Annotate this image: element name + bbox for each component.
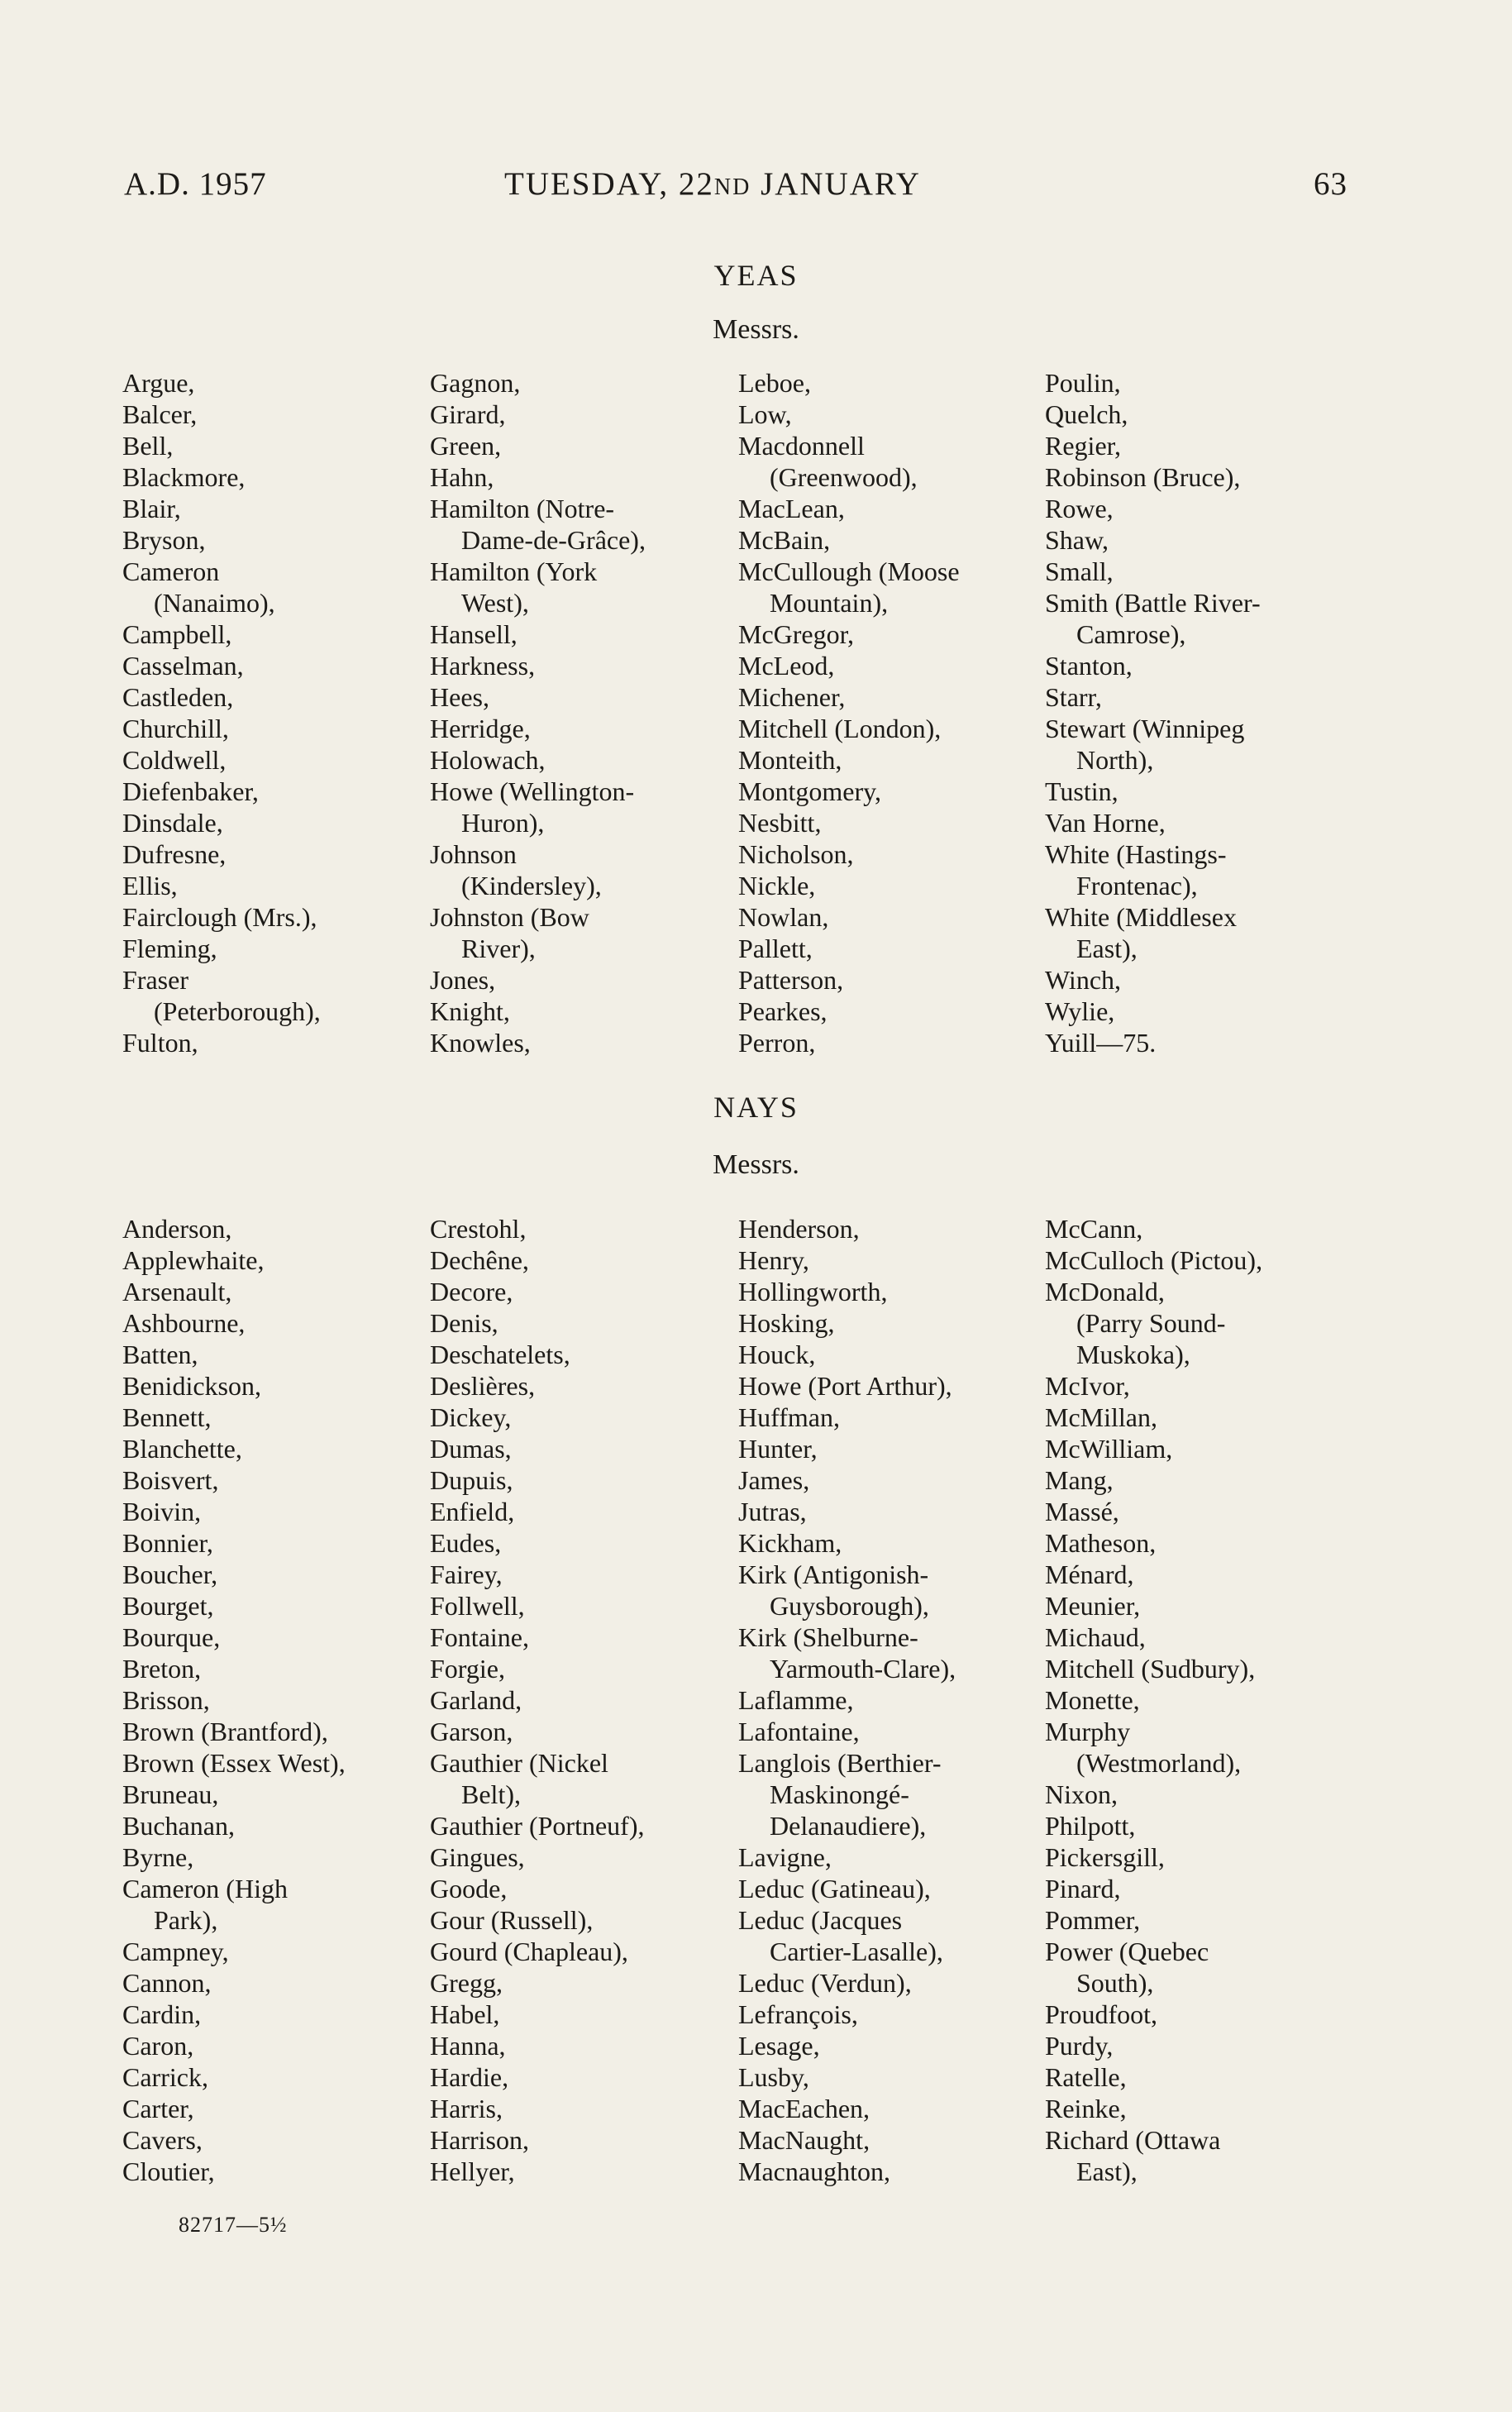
- member-name: Cameron: [122, 556, 220, 586]
- member-name: Hahn,: [430, 462, 494, 492]
- member-name: Dechêne,: [430, 1245, 529, 1275]
- member-name: Hollingworth,: [738, 1277, 888, 1306]
- member-name: Nowlan,: [738, 902, 829, 932]
- name-continuation: Camrose),: [1076, 619, 1186, 649]
- member-name: Dinsdale,: [122, 808, 223, 838]
- member-name: Huffman,: [738, 1402, 840, 1432]
- member-name: White (Middlesex: [1045, 902, 1237, 932]
- member-name: Laflamme,: [738, 1685, 854, 1715]
- date-title-suffix: JANUARY: [751, 166, 921, 202]
- member-name: Pickersgill,: [1045, 1842, 1165, 1872]
- member-name: Henderson,: [738, 1214, 860, 1244]
- member-name: Cardin,: [122, 1999, 202, 2029]
- member-name: Winch,: [1045, 965, 1122, 995]
- member-name: Bell,: [122, 431, 174, 461]
- name-continuation: Huron),: [461, 808, 545, 838]
- member-name: Proudfoot,: [1045, 1999, 1157, 2029]
- member-name: Bourget,: [122, 1591, 214, 1621]
- member-name: Murphy: [1045, 1717, 1131, 1746]
- member-name: Fairey,: [430, 1559, 503, 1589]
- member-name: Fontaine,: [430, 1622, 529, 1652]
- member-name: Carter,: [122, 2094, 194, 2123]
- member-name: Boivin,: [122, 1497, 202, 1526]
- member-name: Caron,: [122, 2031, 194, 2061]
- name-continuation: Delanaudiere),: [770, 1811, 927, 1841]
- member-name: Mitchell (London),: [738, 714, 942, 743]
- member-name: Knowles,: [430, 1028, 531, 1058]
- member-name: Nesbitt,: [738, 808, 822, 838]
- date-title-ordinal: ND: [713, 174, 751, 200]
- member-name: Bryson,: [122, 525, 206, 555]
- page-header: [124, 165, 1347, 215]
- member-name: Lavigne,: [738, 1842, 832, 1872]
- member-name: Macnaughton,: [738, 2156, 890, 2186]
- member-name: Benidickson,: [122, 1371, 261, 1401]
- name-continuation: (Peterborough),: [154, 996, 321, 1026]
- member-name: Boisvert,: [122, 1465, 219, 1495]
- member-name: Starr,: [1045, 682, 1102, 712]
- member-name: Cannon,: [122, 1968, 212, 1998]
- member-name: Hardie,: [430, 2062, 509, 2092]
- member-name: Kirk (Antigonish-: [738, 1559, 929, 1589]
- yeas-column-3: [738, 367, 1046, 1058]
- member-name: Massé,: [1045, 1497, 1119, 1526]
- member-name: Leduc (Gatineau),: [738, 1874, 931, 1903]
- member-name: Enfield,: [430, 1497, 515, 1526]
- member-name: Gingues,: [430, 1842, 525, 1872]
- member-name: Reinke,: [1045, 2094, 1127, 2123]
- member-name: Pommer,: [1045, 1905, 1141, 1935]
- member-name: McDonald,: [1045, 1277, 1165, 1306]
- member-name: Lusby,: [738, 2062, 809, 2092]
- member-name: Pearkes,: [738, 996, 828, 1026]
- member-name: Lesage,: [738, 2031, 820, 2061]
- member-name: Deschatelets,: [430, 1340, 570, 1369]
- member-name: Campney,: [122, 1937, 229, 1966]
- member-name: Dumas,: [430, 1434, 512, 1464]
- member-name: Matheson,: [1045, 1528, 1157, 1558]
- member-name: Brisson,: [122, 1685, 210, 1715]
- member-name: Churchill,: [122, 714, 229, 743]
- member-name: Ratelle,: [1045, 2062, 1127, 2092]
- member-name: Shaw,: [1045, 525, 1109, 555]
- member-name: Green,: [430, 431, 502, 461]
- member-name: Campbell,: [122, 619, 232, 649]
- name-continuation: (Parry Sound-: [1076, 1308, 1226, 1338]
- member-name: Breton,: [122, 1654, 202, 1684]
- member-name: Perron,: [738, 1028, 816, 1058]
- member-name: Blanchette,: [122, 1434, 242, 1464]
- member-name: Monette,: [1045, 1685, 1140, 1715]
- member-name: Kickham,: [738, 1528, 842, 1558]
- member-name: Arsenault,: [122, 1277, 232, 1306]
- member-name: Yuill—75.: [1045, 1028, 1157, 1058]
- member-name: Tustin,: [1045, 776, 1118, 806]
- member-name: Bourque,: [122, 1622, 221, 1652]
- member-name: Diefenbaker,: [122, 776, 259, 806]
- yeas-column-2: [430, 367, 737, 1058]
- member-name: Kirk (Shelburne-: [738, 1622, 918, 1652]
- member-name: McLeod,: [738, 651, 835, 681]
- member-name: Monteith,: [738, 745, 842, 775]
- member-name: Jutras,: [738, 1497, 807, 1526]
- name-continuation: (Kindersley),: [461, 871, 602, 900]
- member-name: Fleming,: [122, 934, 217, 963]
- yeas-column-1: [122, 367, 430, 1058]
- member-name: Meunier,: [1045, 1591, 1141, 1621]
- member-name: Dupuis,: [430, 1465, 513, 1495]
- member-name: Langlois (Berthier-: [738, 1748, 942, 1778]
- member-name: Carrick,: [122, 2062, 208, 2092]
- member-name: Anderson,: [122, 1214, 232, 1244]
- member-name: Deslières,: [430, 1371, 536, 1401]
- nays-column-1: [122, 1213, 430, 2187]
- member-name: Leboe,: [738, 368, 811, 398]
- member-name: Bennett,: [122, 1402, 212, 1432]
- member-name: Low,: [738, 399, 792, 429]
- name-continuation: (Nanaimo),: [154, 588, 275, 618]
- name-continuation: Maskinongé-: [770, 1779, 909, 1809]
- member-name: Gourd (Chapleau),: [430, 1937, 628, 1966]
- name-continuation: Cartier-Lasalle),: [770, 1937, 943, 1966]
- member-name: Jones,: [430, 965, 496, 995]
- member-name: Herridge,: [430, 714, 531, 743]
- member-name: Fulton,: [122, 1028, 198, 1058]
- nays-subheading: Messrs.: [713, 1149, 799, 1180]
- member-name: Hellyer,: [430, 2156, 515, 2186]
- member-name: McCann,: [1045, 1214, 1143, 1244]
- member-name: Robinson (Bruce),: [1045, 462, 1241, 492]
- name-continuation: East),: [1076, 2156, 1138, 2186]
- member-name: Casselman,: [122, 651, 244, 681]
- member-name: Hunter,: [738, 1434, 818, 1464]
- member-name: Pallett,: [738, 934, 813, 963]
- member-name: Johnston (Bow: [430, 902, 589, 932]
- member-name: MacNaught,: [738, 2125, 870, 2155]
- member-name: Wylie,: [1045, 996, 1115, 1026]
- nays-heading: NAYS: [713, 1091, 799, 1124]
- member-name: Leduc (Jacques: [738, 1905, 903, 1935]
- member-name: Bonnier,: [122, 1528, 213, 1558]
- member-name: Pinard,: [1045, 1874, 1121, 1903]
- member-name: Fraser: [122, 965, 188, 995]
- member-name: Hanna,: [430, 2031, 506, 2061]
- member-name: Habel,: [430, 1999, 500, 2029]
- member-name: Cloutier,: [122, 2156, 215, 2186]
- nays-column-4: [1045, 1213, 1352, 2187]
- member-name: Blair,: [122, 494, 181, 523]
- footer-code: 82717—5½: [179, 2213, 288, 2237]
- member-name: Patterson,: [738, 965, 844, 995]
- member-name: Goode,: [430, 1874, 508, 1903]
- member-name: Knight,: [430, 996, 510, 1026]
- yeas-heading: YEAS: [713, 259, 799, 292]
- yeas-column-4: [1045, 367, 1352, 1058]
- member-name: Quelch,: [1045, 399, 1128, 429]
- member-name: Brown (Essex West),: [122, 1748, 346, 1778]
- member-name: Balcer,: [122, 399, 198, 429]
- member-name: Smith (Battle River-: [1045, 588, 1261, 618]
- member-name: Macdonnell: [738, 431, 865, 461]
- member-name: Hosking,: [738, 1308, 835, 1338]
- member-name: Nicholson,: [738, 839, 854, 869]
- member-name: Mang,: [1045, 1465, 1114, 1495]
- yeas-subheading: Messrs.: [713, 314, 799, 345]
- member-name: Buchanan,: [122, 1811, 235, 1841]
- member-name: Castleden,: [122, 682, 234, 712]
- member-name: Byrne,: [122, 1842, 194, 1872]
- member-name: Purdy,: [1045, 2031, 1114, 2061]
- member-name: Gauthier (Nickel: [430, 1748, 608, 1778]
- member-name: Blackmore,: [122, 462, 246, 492]
- member-name: Hamilton (York: [430, 556, 598, 586]
- member-name: Gregg,: [430, 1968, 503, 1998]
- member-name: Lafontaine,: [738, 1717, 860, 1746]
- member-name: Leduc (Verdun),: [738, 1968, 912, 1998]
- name-continuation: Dame-de-Grâce),: [461, 525, 646, 555]
- page-number: 63: [1314, 166, 1347, 202]
- member-name: Holowach,: [430, 745, 546, 775]
- member-name: Harkness,: [430, 651, 536, 681]
- member-name: Howe (Port Arthur),: [738, 1371, 952, 1401]
- name-continuation: Park),: [154, 1905, 218, 1935]
- member-name: Philpott,: [1045, 1811, 1136, 1841]
- member-name: Garland,: [430, 1685, 522, 1715]
- member-name: Richard (Ottawa: [1045, 2125, 1221, 2155]
- name-continuation: River),: [461, 934, 536, 963]
- member-name: Hamilton (Notre-: [430, 494, 615, 523]
- member-name: Stewart (Winnipeg: [1045, 714, 1245, 743]
- nays-column-2: [430, 1213, 737, 2187]
- member-name: Harris,: [430, 2094, 503, 2123]
- member-name: Denis,: [430, 1308, 498, 1338]
- member-name: Coldwell,: [122, 745, 227, 775]
- member-name: McCulloch (Pictou),: [1045, 1245, 1263, 1275]
- member-name: Dickey,: [430, 1402, 512, 1432]
- name-continuation: Guysborough),: [770, 1591, 929, 1621]
- member-name: Howe (Wellington-: [430, 776, 635, 806]
- member-name: Bruneau,: [122, 1779, 219, 1809]
- member-name: Follwell,: [430, 1591, 525, 1621]
- member-name: White (Hastings-: [1045, 839, 1227, 869]
- name-continuation: Frontenac),: [1076, 871, 1198, 900]
- member-name: Batten,: [122, 1340, 198, 1369]
- member-name: McCullough (Moose: [738, 556, 960, 586]
- member-name: Ménard,: [1045, 1559, 1134, 1589]
- member-name: Girard,: [430, 399, 506, 429]
- name-continuation: Belt),: [461, 1779, 521, 1809]
- member-name: MacEachen,: [738, 2094, 870, 2123]
- member-name: Nixon,: [1045, 1779, 1118, 1809]
- member-name: Fairclough (Mrs.),: [122, 902, 317, 932]
- member-name: Power (Quebec: [1045, 1937, 1209, 1966]
- member-name: Gauthier (Portneuf),: [430, 1811, 645, 1841]
- member-name: Michener,: [738, 682, 846, 712]
- member-name: Harrison,: [430, 2125, 529, 2155]
- member-name: Decore,: [430, 1277, 513, 1306]
- member-name: Forgie,: [430, 1654, 505, 1684]
- member-name: Eudes,: [430, 1528, 502, 1558]
- name-continuation: East),: [1076, 934, 1138, 963]
- date-title: [504, 165, 921, 203]
- member-name: Gour (Russell),: [430, 1905, 594, 1935]
- member-name: Brown (Brantford),: [122, 1717, 328, 1746]
- member-name: Gagnon,: [430, 368, 521, 398]
- member-name: Hansell,: [430, 619, 518, 649]
- name-continuation: Muskoka),: [1076, 1340, 1190, 1369]
- member-name: Mitchell (Sudbury),: [1045, 1654, 1256, 1684]
- member-name: Dufresne,: [122, 839, 227, 869]
- member-name: McMillan,: [1045, 1402, 1157, 1432]
- member-name: Garson,: [430, 1717, 513, 1746]
- name-continuation: (Greenwood),: [770, 462, 918, 492]
- member-name: Ellis,: [122, 871, 178, 900]
- member-name: Argue,: [122, 368, 195, 398]
- member-name: Cameron (High: [122, 1874, 288, 1903]
- name-continuation: South),: [1076, 1968, 1154, 1998]
- member-name: Rowe,: [1045, 494, 1114, 523]
- name-continuation: Mountain),: [770, 588, 889, 618]
- member-name: Houck,: [738, 1340, 816, 1369]
- member-name: Nickle,: [738, 871, 816, 900]
- member-name: Hees,: [430, 682, 489, 712]
- name-continuation: West),: [461, 588, 529, 618]
- nays-column-3: [738, 1213, 1046, 2187]
- member-name: Henry,: [738, 1245, 809, 1275]
- member-name: Poulin,: [1045, 368, 1121, 398]
- member-name: McGregor,: [738, 619, 854, 649]
- member-name: Van Horne,: [1045, 808, 1166, 838]
- member-name: Michaud,: [1045, 1622, 1146, 1652]
- name-continuation: Yarmouth-Clare),: [770, 1654, 956, 1684]
- member-name: Small,: [1045, 556, 1114, 586]
- year-label: A.D. 1957: [124, 166, 267, 202]
- member-name: McWilliam,: [1045, 1434, 1173, 1464]
- member-name: Cavers,: [122, 2125, 203, 2155]
- member-name: Applewhaite,: [122, 1245, 265, 1275]
- member-name: Regier,: [1045, 431, 1122, 461]
- member-name: Boucher,: [122, 1559, 218, 1589]
- member-name: Stanton,: [1045, 651, 1133, 681]
- member-name: McIvor,: [1045, 1371, 1130, 1401]
- member-name: Johnson: [430, 839, 517, 869]
- name-continuation: (Westmorland),: [1076, 1748, 1242, 1778]
- name-continuation: North),: [1076, 745, 1154, 775]
- member-name: Ashbourne,: [122, 1308, 246, 1338]
- member-name: Crestohl,: [430, 1214, 527, 1244]
- member-name: McBain,: [738, 525, 831, 555]
- date-title-prefix: TUESDAY, 22: [504, 166, 714, 202]
- member-name: Lefrançois,: [738, 1999, 858, 2029]
- member-name: MacLean,: [738, 494, 845, 523]
- member-name: Montgomery,: [738, 776, 882, 806]
- member-name: James,: [738, 1465, 810, 1495]
